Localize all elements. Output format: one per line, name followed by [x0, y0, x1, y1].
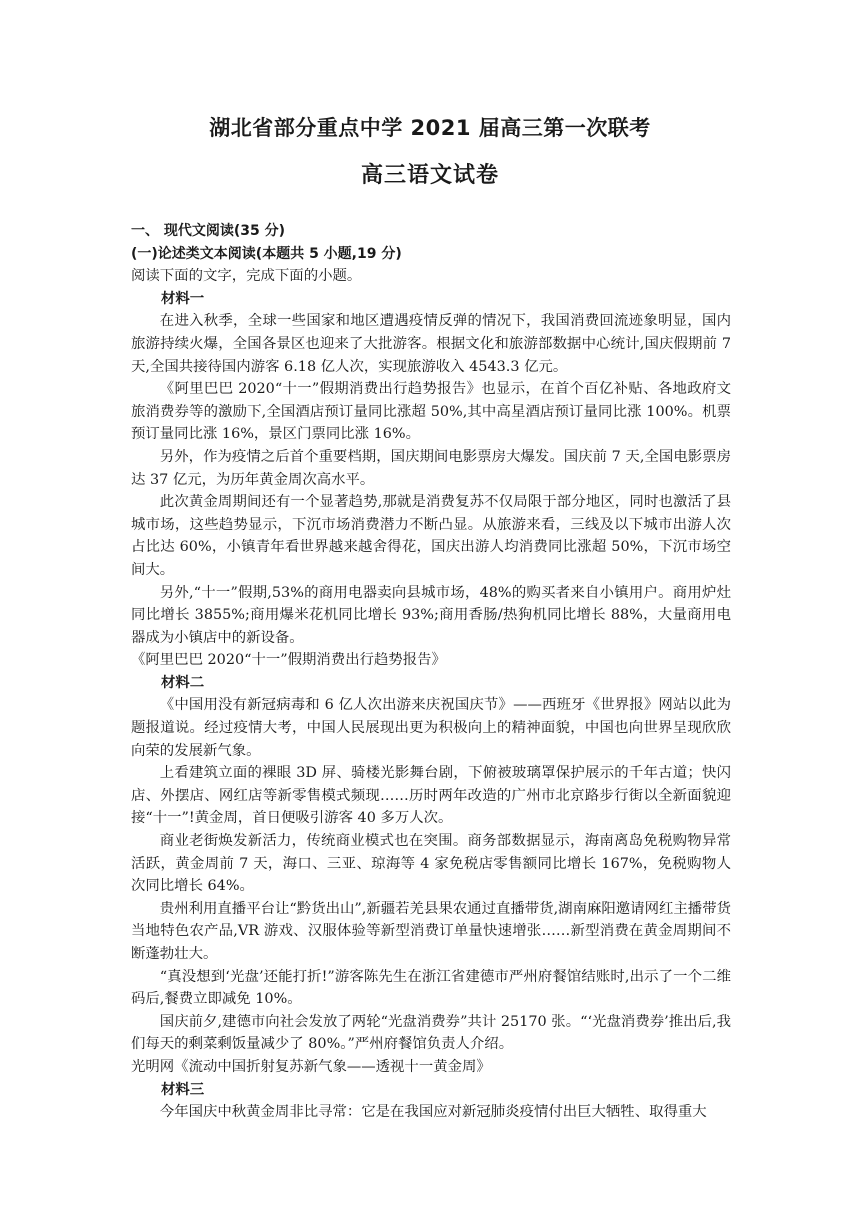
material-two-paragraph: 上看建筑立面的裸眼 3D 屏、骑楼光影舞台剧，下俯被玻璃罩保护展示的千年古道；快闪店、外摆店、网红店等新零售模式频现……历时两年改造的广州市北京路步行街以全新面貌迎接“十一”!黄金周，首日便吸引游客 40 多万人次。 [131, 765, 731, 827]
subsection-heading: (一)论述类文本阅读(本题共 5 小题,19 分) [131, 245, 402, 262]
material-one-source: 《阿里巴巴 2020“十一”假期消费出行趋势报告》 [131, 652, 446, 669]
instruction-text: 阅读下面的文字，完成下面的小题。 [131, 268, 362, 285]
material-two-paragraph: 《中国用没有新冠病毒和 6 亿人次出游来庆祝国庆节》——西班牙《世界报》网站以此为题报道说。经过疫情大考，中国人民展现出更为积极向上的精神面貌，中国也向世界呈现欣欣向荣的发展新气象。 [131, 697, 731, 759]
exam-title: 湖北省部分重点中学 2021 届高三第一次联考 [209, 116, 651, 140]
material-one-paragraph: 在进入秋季，全球一些国家和地区遭遇疫情反弹的情况下，我国消费回流迹象明显，国内旅游持续火爆，全国各景区也迎来了大批游客。根据文化和旅游部数据中心统计,国庆假期前 7 天,全国共接待国内游客 6.18 亿人次，实现旅游收入 4543.3 亿元。 [131, 313, 731, 375]
material-two-paragraph: 贵州利用直播平台让“黔货出山”,新疆若羌县果农通过直播带货,湖南麻阳邀请网红主播带货当地特色农产品,VR 游戏、汉服体验等新型消费订单量快速增张……新型消费在黄金周期间不断蓬勃壮大。 [131, 900, 731, 962]
exam-content [131, 220, 731, 1124]
material-two-paragraph: 国庆前夕,建德市向社会发放了两轮“光盘消费券”共计 25170 张。“‘光盘消费券’推出后,我们每天的剩菜剩饭量减少了 80%。”严州府餐馆负责人介绍。 [131, 1013, 731, 1053]
material-one-paragraph: 此次黄金周期间还有一个显著趋势,那就是消费复苏不仅局限于部分地区，同时也激活了县城市场，这些趋势显示，下沉市场消费潜力不断凸显。从旅游来看，三线及以下城市出游人次占比达 60%，小镇青年看世界越来越舍得花，国庆出游人均消费同比涨超 50%，下沉市场空间大。 [131, 494, 731, 578]
material-one-paragraph: 另外，作为疫情之后首个重要档期，国庆期间电影票房大爆发。国庆前 7 天,全国电影票房达 37 亿元，为历年黄金周次高水平。 [131, 448, 731, 488]
material-one-label: 材料一 [161, 290, 205, 307]
section-heading: 一、 现代文阅读(35 分) [131, 223, 286, 239]
exam-subtitle: 高三语文试卷 [360, 163, 499, 188]
material-one-paragraph: 另外,“十一”假期,53%的商用电器卖向县城市场，48%的购买者来自小镇用户。商用炉灶同比增长 3855%;商用爆米花机同比增长 93%;商用香肠/热狗机同比增长 88%，大量商用电器成为小镇店中的新设备。 [131, 584, 731, 646]
material-two-paragraph: “真没想到‘光盘’还能打折!”游客陈先生在浙江省建德市严州府餐馆结账时,出示了一个二维码后,餐费立即减免 10%。 [131, 968, 731, 1008]
material-three-label: 材料三 [161, 1081, 205, 1098]
material-two-paragraph: 商业老街焕发新活力，传统商业模式也在突围。商务部数据显示，海南离岛免税购物异常活跃，黄金周前 7 天，海口、三亚、琼海等 4 家免税店零售额同比增长 167%，免税购物人次同比增长 64%。 [131, 833, 731, 895]
material-one-paragraph: 《阿里巴巴 2020“十一”假期消费出行趋势报告》也显示，在首个百亿补贴、各地政府文旅消费券等的激励下,全国酒店预订量同比涨超 50%,其中高星酒店预订量同比涨 100%。机票预订量同比涨 16%，景区门票同比涨 16%。 [131, 381, 731, 443]
material-three-paragraph: 今年国庆中秋黄金周非比寻常：它是在我国应对新冠肺炎疫情付出巨大牺牲、取得重大 [159, 1104, 707, 1121]
material-two-label: 材料二 [161, 674, 205, 691]
material-two-source: 光明网《流动中国折射复苏新气象——透视十一黄金周》 [131, 1058, 491, 1075]
